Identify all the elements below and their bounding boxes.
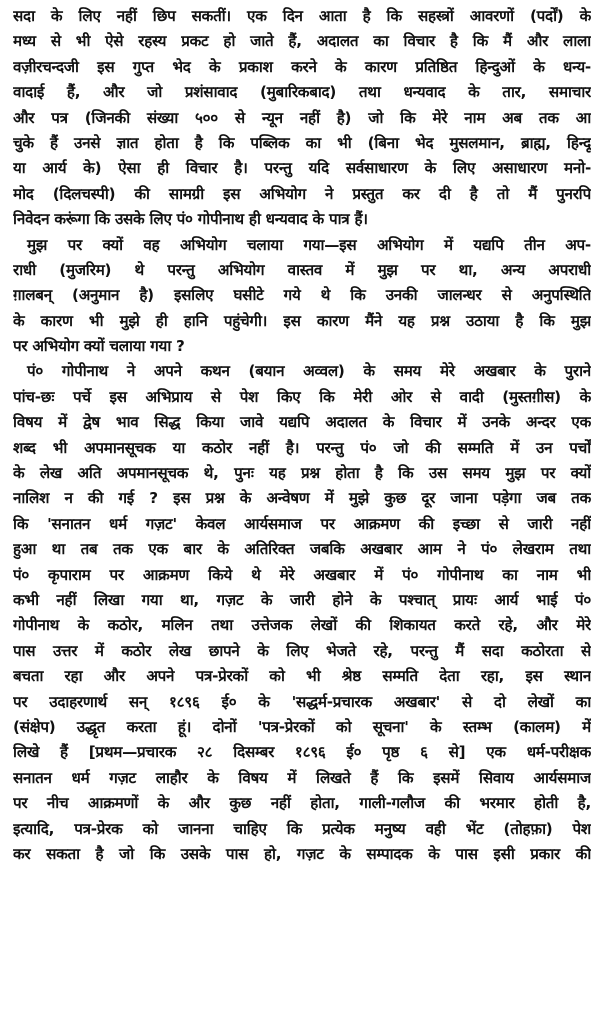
text-line: बचता रहा और अपने पत्र-प्रेरकों को भी श्रेष्ठ सम्मति देता रहा, इस स्थान: [13, 667, 591, 686]
text-line: पास उत्तर में कठोर लेख छापने के लिए भेजते रहे, परन्तु मैं सदा कठोरता से: [13, 641, 591, 660]
text-line: सनातन धर्म गज़ट लाहौर के विषय में लिखते हैं कि इसमें सिवाय आर्यसमाज: [13, 768, 591, 787]
text-line: और पत्र (जिनकी संख्या ५०० से न्यून नहीं है) जो कि मेरे नाम अब तक आ: [13, 108, 591, 127]
text-line: वादाई हैं, और जो प्रशंसावाद (मुबारिकबाद) तथा धन्यवाद के तार, समाचार: [13, 83, 591, 102]
text-line: गोपीनाथ के कठोर, मलिन तथा उत्तेजक लेखों की शिकायत करते रहे, और मेरे: [13, 616, 591, 635]
text-line: मोद (दिलचस्पी) की सामग्री इस अभियोग ने प्रस्तुत कर दी है तो मैं पुनरपि: [13, 184, 591, 203]
text-line: कि 'सनातन धर्म गज़ट' केवल आर्यसमाज पर आक्रमण की इच्छा से जारी नहीं: [13, 514, 591, 533]
text-line: कभी नहीं लिखा गया था, गज़ट के जारी होने के पश्चात् प्रायः आर्य भाई पं०: [13, 590, 591, 609]
section-heading-line: मुझ पर क्यों वह अभियोग चलाया गया—इस अभियोग में यद्यपि तीन अप-: [27, 235, 591, 254]
paragraph-start-line: पं० गोपीनाथ ने अपने कथन (बयान अव्वल) के समय मेरे अखबार के पुराने: [27, 362, 591, 381]
text-line: या आर्य के) ऐसा ही विचार है। परन्तु यदि सर्वसाधारण के लिए असाधारण मनो-: [13, 159, 591, 178]
text-line: पं० कृपाराम पर आक्रमण किये थे मेरे अखबार में पं० गोपीनाथ का नाम भी: [13, 565, 591, 584]
text-line: मध्य से भी ऐसे रहस्य प्रकट हो जाते हैं, अदालत का विचार है कि मैं और लाला: [13, 32, 591, 51]
text-line: राधी (मुजरिम) थे परन्तु अभियोग वास्तव में मुझ पर था, अन्य अपराधी: [13, 260, 591, 279]
text-line: कर सकता है जो कि उसके पास हो, गज़ट के सम्पादक के पास इसी प्रकार की: [13, 844, 591, 863]
text-line: (संक्षेप) उद्धृत करता हूं। दोनों 'पत्र-प्रेरकों को सूचना' के स्तम्भ (कालम) में: [13, 717, 591, 736]
text-line: वज़ीरचन्दजी इस गुप्त भेद के प्रकाश करने के कारण प्रतिष्ठित हिन्दुओं के धन्य-: [13, 57, 591, 76]
text-line: इत्यादि, पत्र-प्रेरक को जानना चाहिए कि प्रत्येक मनुष्य वही भेंट (तोहफ़ा) पेश: [13, 819, 591, 838]
text-line: सदा के लिए नहीं छिप सकतीं। एक दिन आता है कि सहस्त्रों आवरणों (पर्दों) के: [13, 7, 591, 25]
text-line: के लेख अति अपमानसूचक थे, पुनः यह प्रश्न होता है कि उस समय मुझ पर क्यों: [13, 464, 591, 483]
text-line: पांच-छः पर्चे इस अभिप्राय से पेश किए कि मेरी ओर से वादी (मुस्तग़ीस) के: [13, 387, 591, 406]
text-line: निवेदन करूंगा कि उसके लिए पं० गोपीनाथ ही धन्यवाद के पात्र हैं।: [13, 210, 368, 229]
text-line: के कारण भी मुझे ही हानि पहुंचेगी। इस कारण मैंने यह प्रश्न उठाया है कि मुझ: [13, 311, 591, 330]
text-line: पर उदाहरणार्थ सन् १८९६ ई० के 'सद्धर्म-प्रचारक अखबार' से दो लेखों का: [13, 692, 591, 711]
text-line: पर अभियोग क्यों चलाया गया ?: [13, 337, 185, 356]
text-line: चुके हैं उनसे ज्ञात होता है कि पब्लिक का भी (बिना भेद मुसलमान, ब्राह्म, हिन्दू: [13, 133, 591, 152]
text-line: लिखे हैं [प्रथम—प्रचारक २८ दिसम्बर १८९६ ई० पृष्ठ ६ से] एक धर्म-परीक्षक: [13, 743, 591, 762]
text-line: हुआ था तब तक एक बार के अतिरिक्त जबकि अखबार आम ने पं० लेखराम तथा: [13, 540, 591, 559]
text-line: पर नीच आक्रमणों के और कुछ नहीं होता, गाली-गलौज की भरमार होती है,: [13, 794, 591, 813]
text-line: नालिश न की गई ? इस प्रश्न के अन्वेषण में मुझे कुछ दूर जाना पड़ेगा जब तक: [13, 489, 591, 508]
text-line: शब्द भी अपमानसूचक या कठोर नहीं है। परन्तु पं० जो की सम्मति में उन पर्चों: [13, 438, 591, 457]
text-line: विषय में द्वेष भाव सिद्ध किया जावे यद्यपि अदालत के विचार में उनके अन्दर एक: [13, 413, 591, 432]
text-line: ग़ालबन् (अनुमान है) इसलिए घसीटे गये थे कि उनकी जालन्धर से अनुपस्थिति: [13, 286, 591, 305]
